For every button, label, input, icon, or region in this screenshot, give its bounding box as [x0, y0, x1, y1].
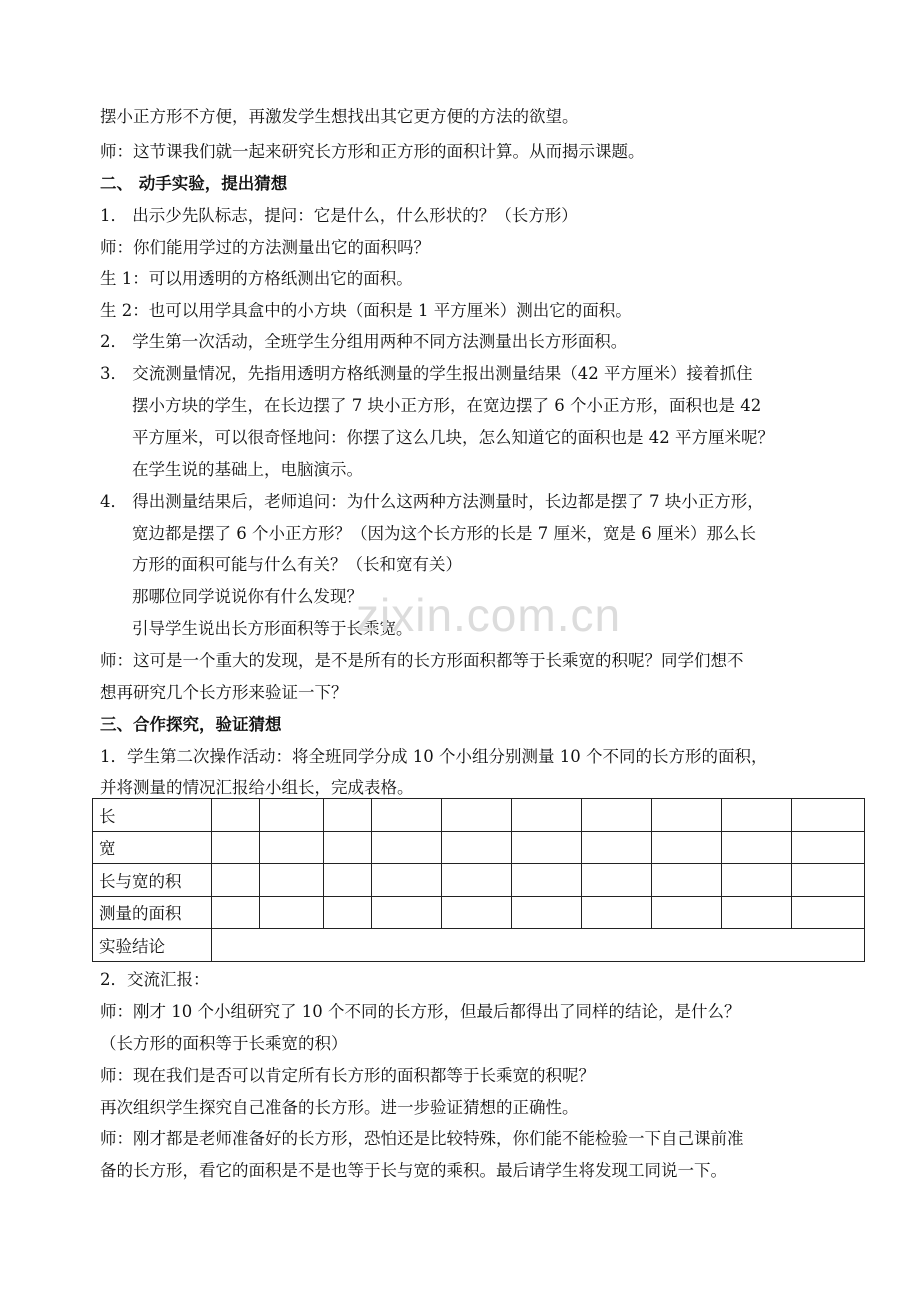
table-cell [212, 896, 260, 929]
list-item-continuation: 那哪位同学说说你有什么发现？ [132, 587, 363, 606]
table-cell [652, 896, 722, 929]
table-cell [260, 799, 324, 832]
row-label-width: 宽 [93, 831, 212, 864]
list-item: 2．交流汇报： [100, 970, 210, 989]
list-item-continuation: 摆小方块的学生，在长边摆了 7 块小正方形，在宽边摆了 6 个小正方形，面积也是 42 [132, 396, 762, 415]
table-cell [442, 864, 512, 897]
table-cell [582, 896, 652, 929]
table-cell [792, 864, 865, 897]
paragraph-line: 师：刚才都是老师准备好的长方形，恐怕还是比较特殊，你们能不能检验一下自己课前准 [100, 1129, 744, 1148]
list-item: 1． 出示少先队标志，提问：它是什么，什么形状的？（长方形） [100, 206, 578, 225]
table-row [93, 896, 865, 929]
table-cell [512, 799, 582, 832]
list-item-continuation: 方形的面积可能与什么有关？（长和宽有关） [132, 555, 462, 574]
list-item: 4． 得出测量结果后，老师追问：为什么这两种方法测量时，长边都是摆了 7 块小正方形， [100, 492, 764, 511]
conclusion-cell [212, 929, 865, 962]
row-label-product: 长与宽的积 [93, 864, 212, 897]
table-cell [512, 864, 582, 897]
list-item-continuation: 平方厘米，可以很奇怪地问：你摆了这么几块，怎么知道它的面积也是 42 平方厘米呢？ [132, 428, 774, 447]
table-cell [372, 864, 442, 897]
paragraph-line: 生 1：可以用透明的方格纸测出它的面积。 [100, 269, 413, 288]
measurement-table [92, 798, 865, 962]
table-cell [212, 831, 260, 864]
table-cell [372, 831, 442, 864]
list-item-continuation: 宽边都是摆了 6 个小正方形？（因为这个长方形的长是 7 厘米，宽是 6 厘米）那么长 [132, 524, 756, 543]
table-cell [260, 831, 324, 864]
table-cell [212, 799, 260, 832]
table-cell [792, 896, 865, 929]
table-cell [260, 864, 324, 897]
paragraph-line: 再次组织学生探究自己准备的长方形。进一步验证猜想的正确性。 [100, 1098, 579, 1117]
table-cell [372, 896, 442, 929]
section-heading: 二、 动手实验，提出猜想 [100, 174, 288, 193]
table-cell [652, 831, 722, 864]
table-cell [722, 896, 792, 929]
table-row [93, 831, 865, 864]
section-heading: 三、合作探究，验证猜想 [100, 715, 282, 734]
paragraph-line: 师：你们能用学过的方法测量出它的面积吗？ [100, 238, 430, 257]
table-cell [442, 799, 512, 832]
table-cell [582, 864, 652, 897]
paragraph-line: 师：这可是一个重大的发现，是不是所有的长方形面积都等于长乘宽的积呢？同学们想不 [100, 651, 744, 670]
table-cell [652, 799, 722, 832]
list-item: 2． 学生第一次活动，全班学生分组用两种不同方法测量出长方形面积。 [100, 332, 628, 351]
table-cell [324, 799, 372, 832]
watermark: zixin.com.cn [356, 589, 622, 641]
row-label-conclusion: 实验结论 [93, 929, 212, 962]
table-row [93, 864, 865, 897]
list-item: 1．学生第二次操作活动：将全班同学分成 10 个小组分别测量 10 个不同的长方形的面积， [100, 747, 768, 766]
table-cell [652, 864, 722, 897]
table-cell [722, 864, 792, 897]
table-cell [324, 896, 372, 929]
table-row [93, 799, 865, 832]
list-item-continuation: 在学生说的基础上，电脑演示。 [132, 460, 363, 479]
paragraph-line: （长方形的面积等于长乘宽的积） [100, 1034, 348, 1053]
paragraph-line: 师：现在我们是否可以肯定所有长方形的面积都等于长乘宽的积呢？ [100, 1066, 595, 1085]
table-cell [212, 864, 260, 897]
paragraph-line: 生 2：也可以用学具盒中的小方块（面积是 1 平方厘米）测出它的面积。 [100, 301, 632, 320]
list-item-continuation: 引导学生说出长方形面积等于长乘宽。 [132, 619, 413, 638]
table-cell [512, 896, 582, 929]
paragraph-line: 师：这节课我们就一起来研究长方形和正方形的面积计算。从而揭示课题。 [100, 142, 645, 161]
table-cell [722, 831, 792, 864]
table-cell [372, 799, 442, 832]
paragraph-line: 备的长方形，看它的面积是不是也等于长与宽的乘积。最后请学生将发现工同说一下。 [100, 1161, 727, 1180]
row-label-measured-area: 测量的面积 [93, 896, 212, 929]
table-cell [722, 799, 792, 832]
table-cell [512, 831, 582, 864]
table-cell [442, 896, 512, 929]
paragraph-line: 摆小正方形不方便，再激发学生想找出其它更方便的方法的欲望。 [100, 107, 579, 126]
table-cell [582, 799, 652, 832]
table-cell [260, 896, 324, 929]
paragraph-line: 师：刚才 10 个小组研究了 10 个不同的长方形，但最后都得出了同样的结论，是什么？ [100, 1002, 741, 1021]
table-cell [442, 831, 512, 864]
table-cell [324, 864, 372, 897]
table-cell [792, 799, 865, 832]
table-cell [324, 831, 372, 864]
table-cell [582, 831, 652, 864]
table-row [93, 929, 865, 962]
list-item: 3． 交流测量情况，先指用透明方格纸测量的学生报出测量结果（42 平方厘米）接着抓住 [100, 364, 753, 383]
paragraph-line: 想再研究几个长方形来验证一下？ [100, 683, 348, 702]
row-label-length: 长 [93, 799, 212, 832]
table-cell [792, 831, 865, 864]
paragraph-line: 并将测量的情况汇报给小组长，完成表格。 [100, 778, 414, 797]
